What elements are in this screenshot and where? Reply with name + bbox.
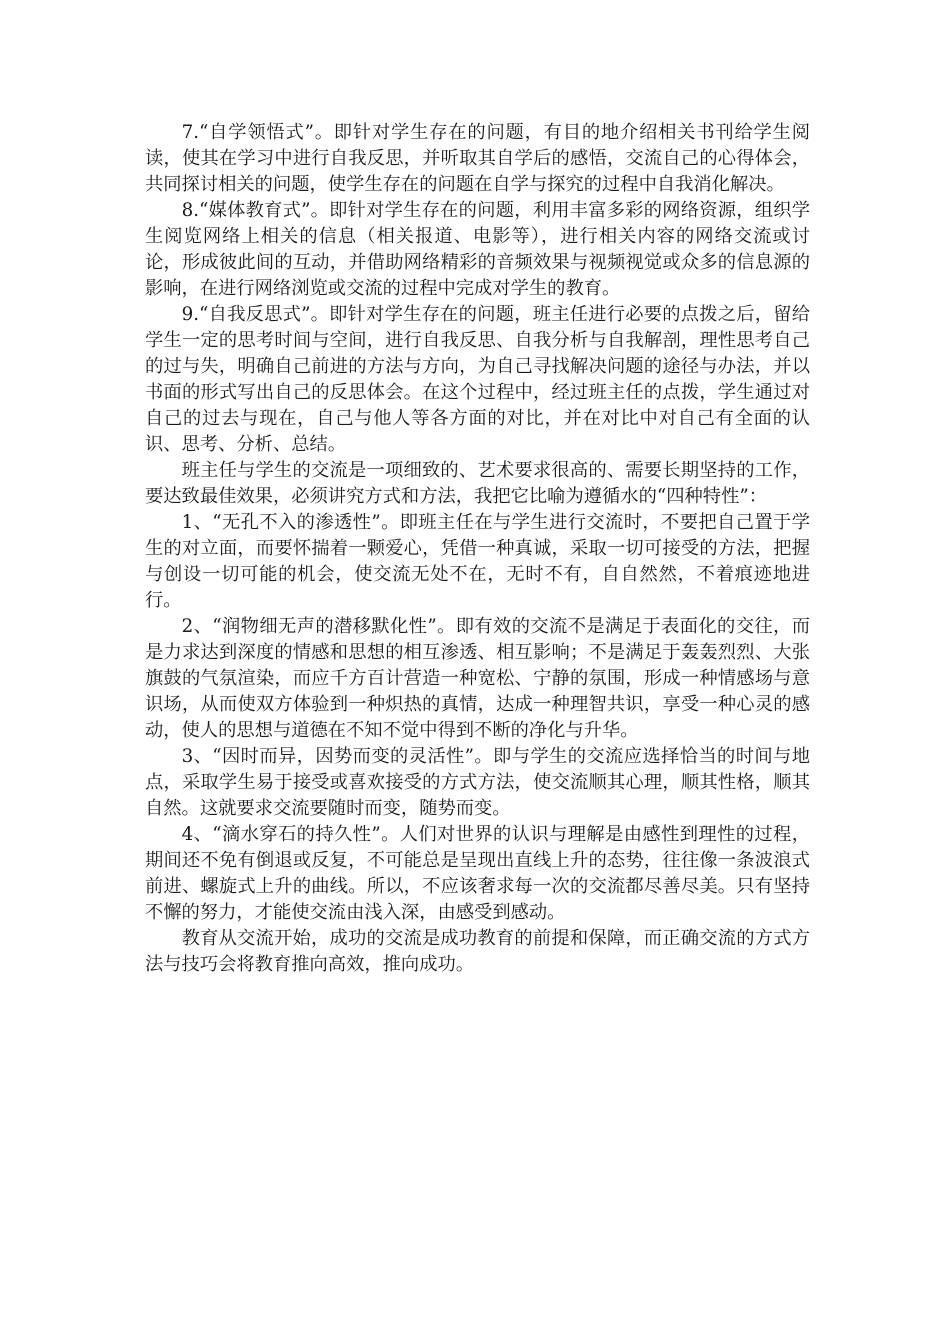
paragraph-trait-4: 4、“滴水穿石的持久性”。人们对世界的认识与理解是由感性到理性的过程，期间还不免有倒退或反复，不可能总是呈现出直线上升的态势，往往像一条波浪式前进、螺旋式上升的曲线。所以，不应该奢求每一次的交流都尽善尽美。只有坚持不懈的努力，才能使交流由浅入深，由感受到感动。 — [145, 824, 810, 923]
paragraph-trait-1: 1、“无孔不入的渗透性”。即班主任在与学生进行交流时，不要把自己置于学生的对立面，而要怀揣着一颗爱心，凭借一种真诚，采取一切可接受的方法，把握与创设一切可能的机会，使交流无处不在，无时不有，自自然然，不着痕迹地进行。 — [145, 512, 810, 611]
paragraph-method-9: 9.“自我反思式”。即针对学生存在的问题，班主任进行必要的点拨之后，留给学生一定的思考时间与空间，进行自我反思、自我分析与自我解剖，理性思考自己的过与失，明确自己前进的方法与方向，为自己寻找解决问题的途径与办法，并以书面的形式写出自己的反思体会。在这个过程中，经过班主任的点拨，学生通过对自己的过去与现在，自己与他人等各方面的对比，并在对比中对自己有全面的认识、思考、分析、总结。 — [145, 304, 810, 455]
paragraph-method-7: 7.“自学领悟式”。即针对学生存在的问题，有目的地介绍相关书刊给学生阅读，使其在学习中进行自我反思，并听取其自学后的感悟，交流自己的心得体会，共同探讨相关的问题，使学生存在的问题在自学与探究的过程中自我消化解决。 — [145, 122, 810, 195]
paragraph-method-8: 8.“媒体教育式”。即针对学生存在的问题，利用丰富多彩的网络资源，组织学生阅览网络上相关的信息（相关报道、电影等），进行相关内容的网络交流或讨论，形成彼此间的互动，并借助网络精彩的音频效果与视频视觉或众多的信息源的影响，在进行网络浏览或交流的过程中完成对学生的教育。 — [145, 200, 810, 299]
paragraph-trait-3: 3、“因时而异，因势而变的灵活性”。即与学生的交流应选择恰当的时间与地点，采取学生易于接受或喜欢接受的方式方法，使交流顺其心理，顺其性格，顺其自然。这就要求交流要随时而变，随势而变。 — [145, 746, 810, 819]
paragraph-conclusion: 教育从交流开始，成功的交流是成功教育的前提和保障，而正确交流的方式方法与技巧会将教育推向高效，推向成功。 — [145, 928, 810, 975]
document-body — [145, 120, 810, 978]
paragraph-trait-2: 2、“润物细无声的潜移默化性”。即有效的交流不是满足于表面化的交往，而是力求达到深度的情感和思想的相互渗透、相互影响；不是满足于轰轰烈烈、大张旗鼓的气氛渲染，而应千方百计营造一种宽松、宁静的氛围，形成一种情感场与意识场，从而使双方体验到一种炽热的真情，达成一种理智共识，享受一种心灵的感动，使人的思想与道德在不知不觉中得到不断的净化与升华。 — [145, 616, 810, 741]
paragraph-four-traits-intro: 班主任与学生的交流是一项细致的、艺术要求很高的、需要长期坚持的工作，要达致最佳效果，必须讲究方式和方法，我把它比喻为遵循水的“四种特性”： — [145, 460, 810, 507]
